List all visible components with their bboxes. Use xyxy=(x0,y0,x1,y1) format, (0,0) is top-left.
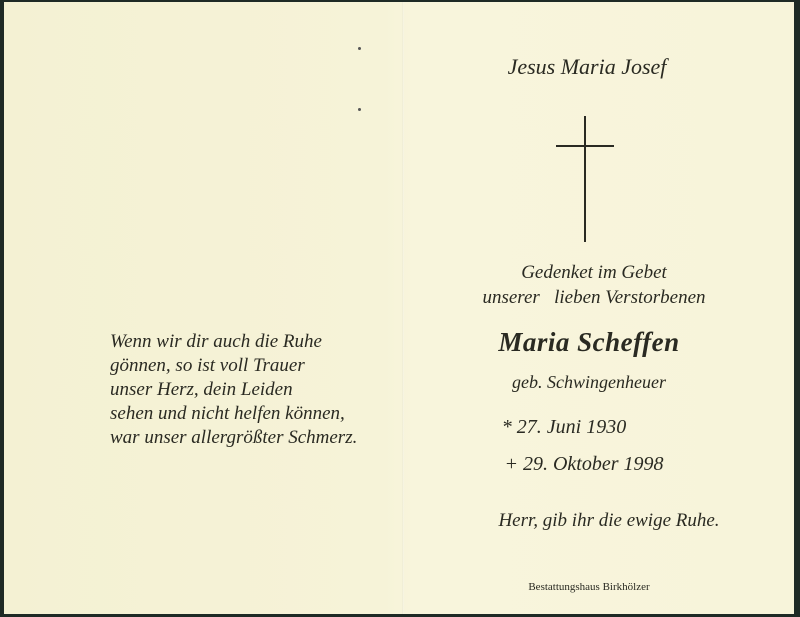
death-date: + 29. Oktober 1998 xyxy=(504,453,664,475)
poem-line: gönnen, so ist voll Trauer xyxy=(110,355,305,376)
maiden-name: geb. Schwingenheuer xyxy=(512,372,666,392)
punch-dot-bottom xyxy=(358,108,361,111)
poem-line: war unser allergrößter Schmerz. xyxy=(110,427,358,448)
poem-line: Wenn wir dir auch die Ruhe xyxy=(110,331,322,352)
deceased-name: Maria Scheffen xyxy=(498,327,680,357)
poem-line: sehen und nicht helfen können, xyxy=(110,403,345,424)
prayer: Herr, gib ihr die ewige Ruhe. xyxy=(498,510,720,531)
undertaker: Bestattungshaus Birkhölzer xyxy=(528,581,650,593)
latin-cross-icon xyxy=(556,116,616,242)
poem xyxy=(110,330,357,450)
card-fold xyxy=(402,2,404,614)
remembrance-line: Gedenket im Gebet xyxy=(521,262,667,283)
header-jesus-maria-josef: Jesus Maria Josef xyxy=(507,54,667,79)
punch-dot-top xyxy=(358,47,361,50)
memorial-card xyxy=(4,2,794,614)
birth-date: * 27. Juni 1930 xyxy=(501,416,627,438)
remembrance-line: unserer lieben Verstorbenen xyxy=(482,287,706,308)
remembrance-text xyxy=(444,260,744,310)
poem-line: unser Herz, dein Leiden xyxy=(110,379,293,400)
